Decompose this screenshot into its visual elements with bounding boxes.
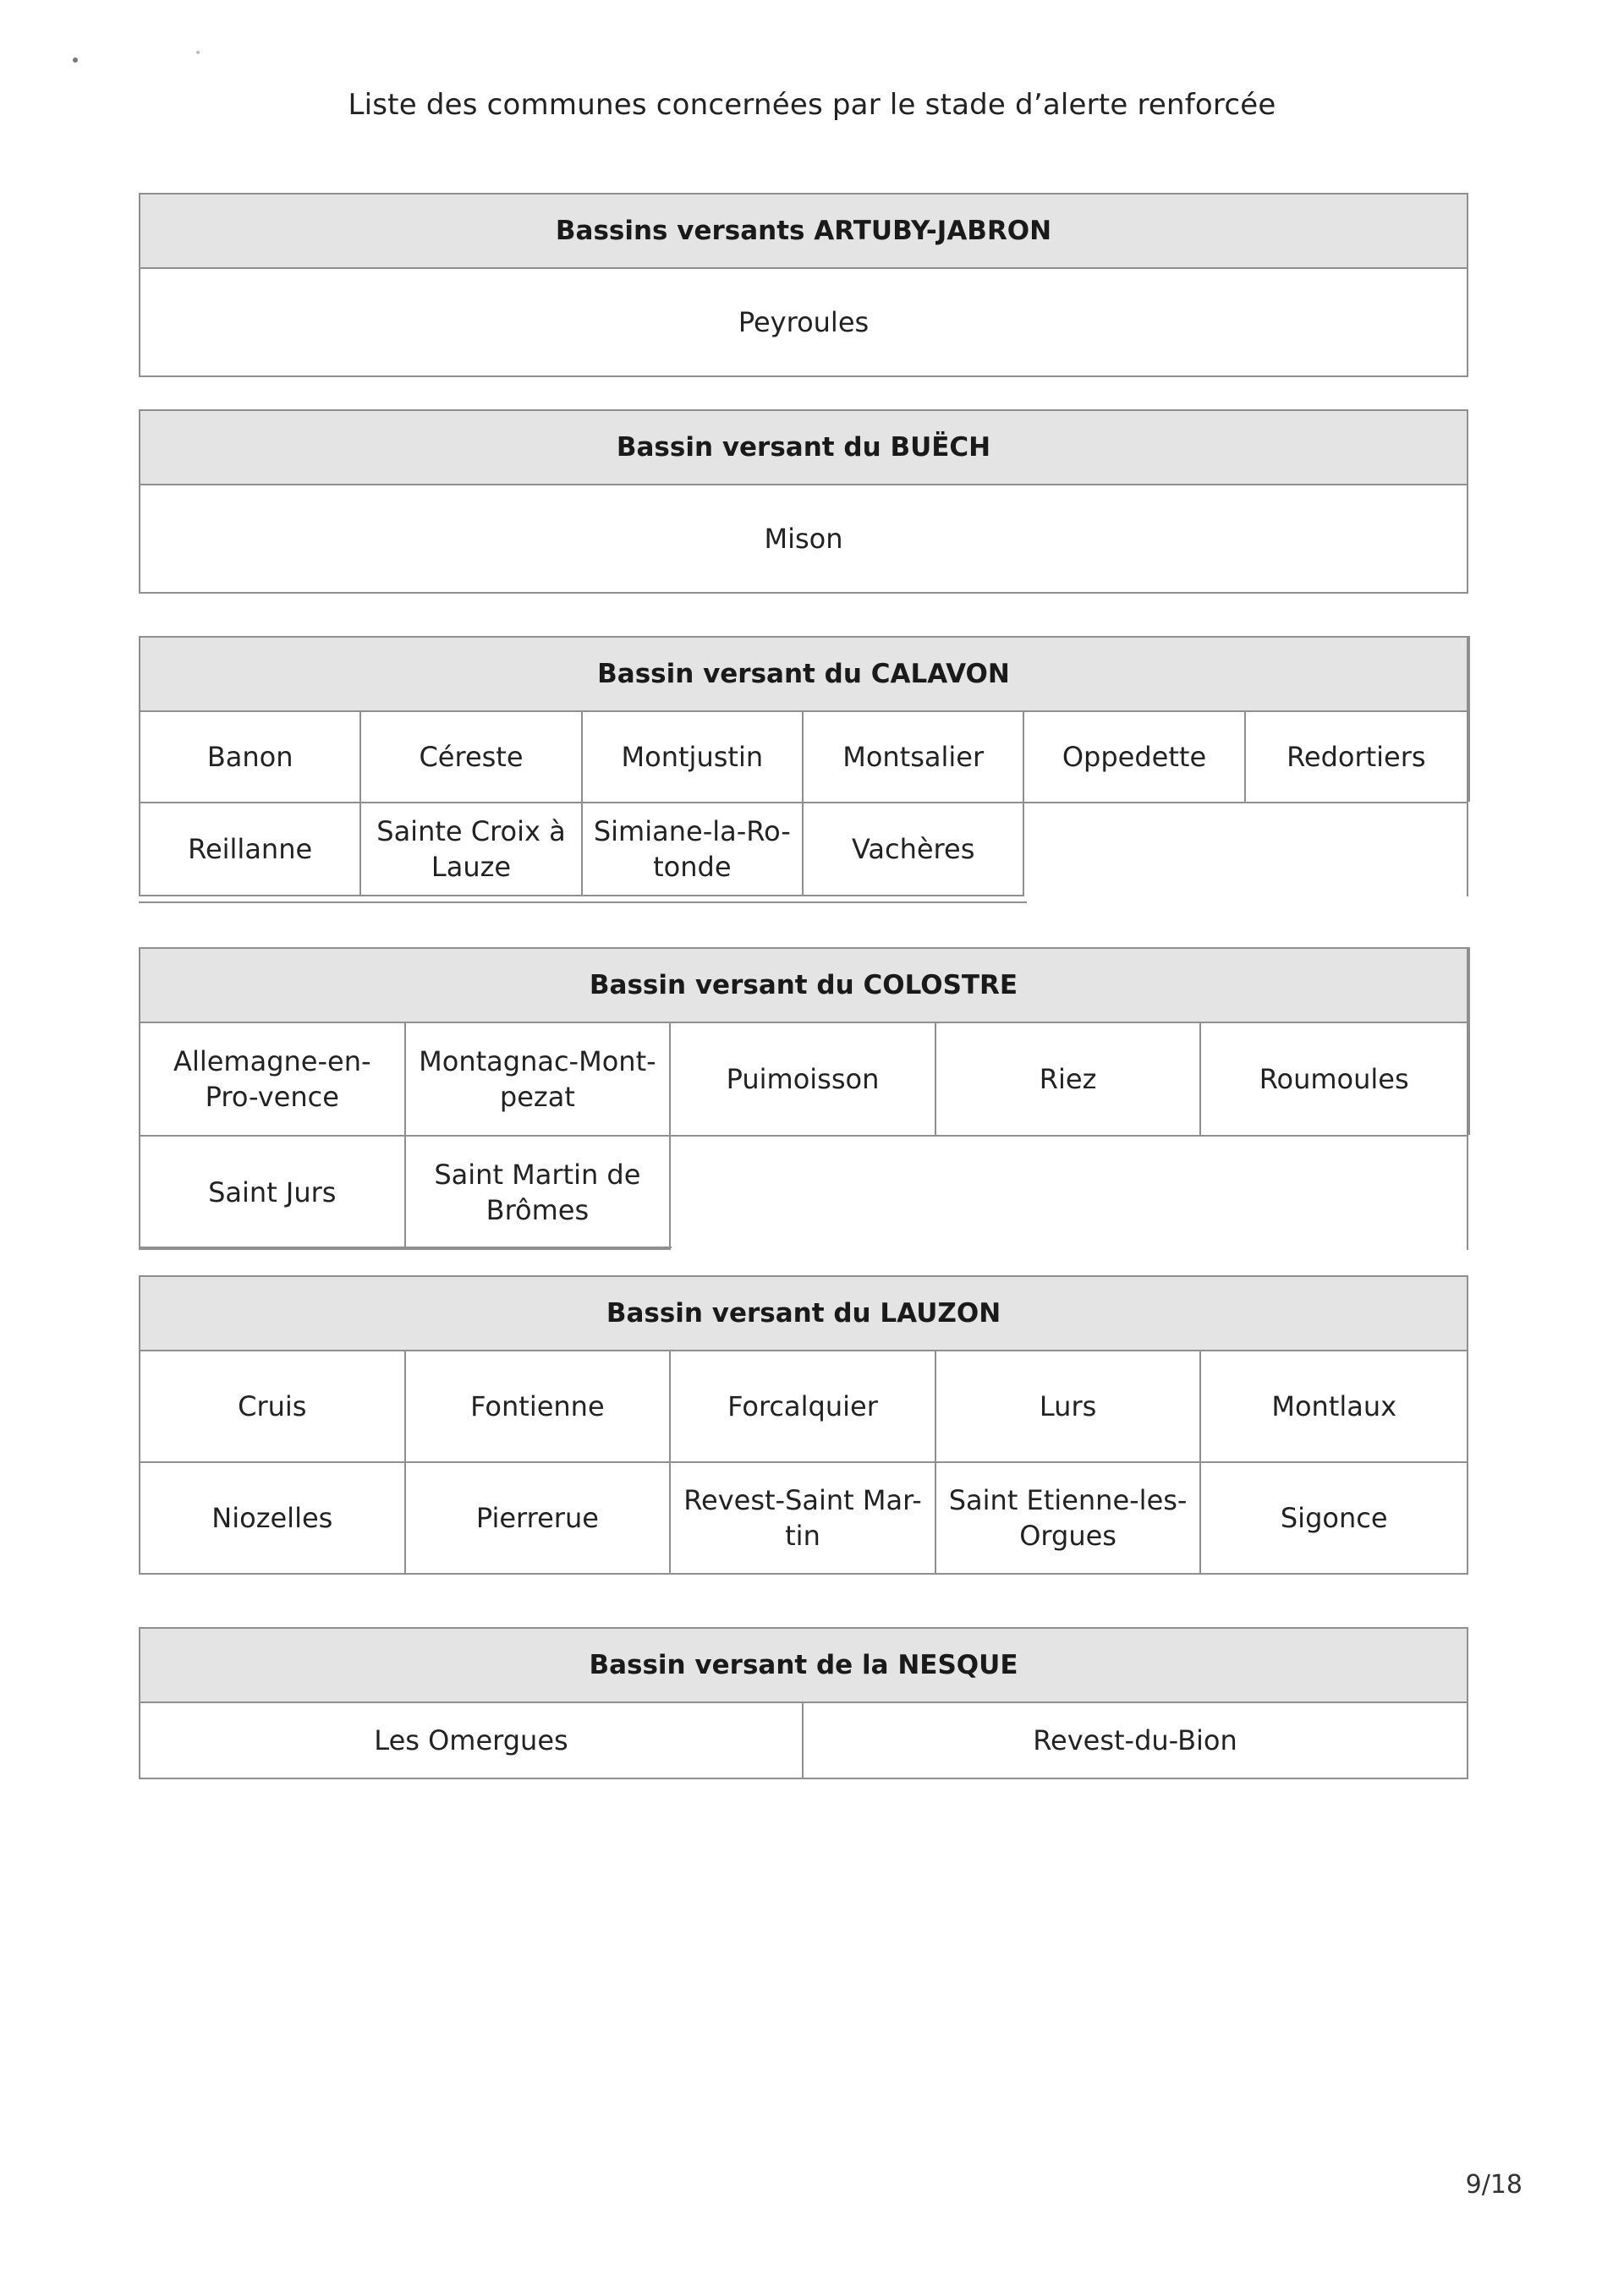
page-number: 9/18 [1465,2170,1522,2200]
basin-table-calavon [139,636,1468,896]
page-title: Liste des communes concernées par le stade d’alerte renforcée [348,88,1276,122]
commune-cell: Niozelles [140,1463,406,1573]
table-edge [1468,947,1470,1135]
commune-cell: Lurs [936,1351,1202,1463]
basin-table-buech [139,409,1468,594]
commune-cell: Sigonce [1280,1502,1388,1534]
empty-cell [1024,803,1245,896]
commune-cell: Saint Jurs [140,1137,406,1250]
empty-cell [671,1137,936,1250]
commune-cell: Roumoules [1201,1023,1467,1137]
commune-cell: Puimoisson [671,1023,936,1137]
empty-cell [1246,803,1467,896]
commune-cell: Riez [936,1023,1202,1137]
commune-cell: Céreste [361,712,582,803]
commune-cell: Montjustin [583,712,804,803]
table-edge [1468,636,1470,802]
commune-cell: Banon [140,712,361,803]
table-edge [139,1247,672,1248]
commune-cell: Revest-du-Bion [1033,1724,1237,1756]
commune-cell: Montlaux [1201,1351,1467,1463]
commune-cell: Sainte Croix à Lauze [361,803,582,896]
commune-cell: Forcalquier [671,1351,936,1463]
commune-cell: Simiane-la-Ro-tonde [583,803,804,896]
basin-table-nesque [139,1627,1468,1779]
scan-speck [73,58,78,63]
basin-table-lauzon [139,1275,1468,1575]
commune-cell: Allemagne-en-Pro-vence [140,1023,406,1137]
basin-header: Bassin versant de la NESQUE [140,1629,1467,1703]
basin-header: Bassins versants ARTUBY-JABRON [140,195,1467,269]
empty-cell [1201,1137,1467,1250]
commune-cell: Les Omergues [140,1703,804,1778]
table-edge [139,901,1027,903]
commune-cell: Saint Etienne-les-Orgues [936,1463,1202,1573]
commune-cell: Oppedette [1024,712,1245,803]
basin-header: Bassin versant du COLOSTRE [140,949,1467,1023]
commune-cell: Peyroules [738,306,870,338]
commune-cell: Redortiers [1246,712,1467,803]
commune-cell: Revest-Saint Mar-tin [671,1463,936,1573]
commune-cell: Mison [764,523,843,555]
scan-speck [196,51,200,54]
commune-cell: Montsalier [804,712,1024,803]
basin-header: Bassin versant du LAUZON [140,1277,1467,1351]
commune-cell: Fontienne [406,1351,672,1463]
empty-cell [936,1137,1202,1250]
commune-cell: Vachères [804,803,1024,896]
commune-cell: Reillanne [140,803,361,896]
basin-header: Bassin versant du BUËCH [140,411,1467,485]
basin-header: Bassin versant du CALAVON [140,638,1467,712]
commune-cell: Saint Martin de Brômes [406,1137,672,1250]
commune-cell: Montagnac-Mont-pezat [406,1023,672,1137]
commune-cell: Pierrerue [406,1463,672,1573]
basin-table-artuby-jabron [139,193,1468,377]
basin-table-colostre [139,947,1468,1250]
commune-cell: Cruis [140,1351,406,1463]
